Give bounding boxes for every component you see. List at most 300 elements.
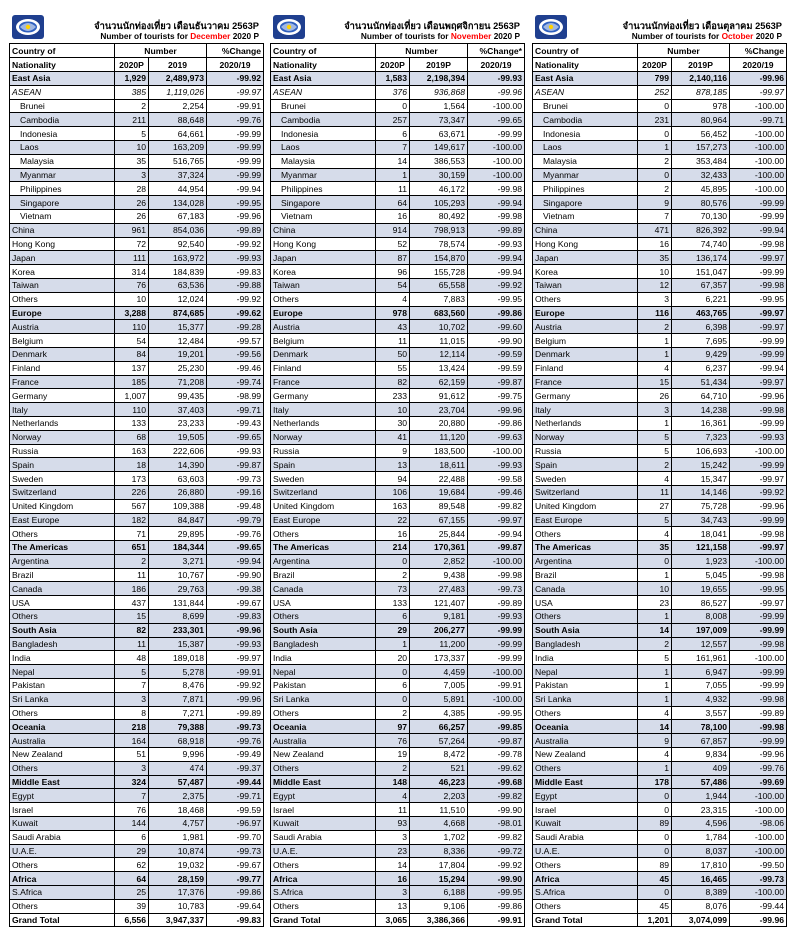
row-name: Others xyxy=(271,761,376,775)
value-2020: 35 xyxy=(638,251,672,265)
table-row xyxy=(533,209,787,223)
row-name: Taiwan xyxy=(533,278,638,292)
percent-change: -99.82 xyxy=(468,499,525,513)
value-2019: 20,880 xyxy=(410,416,468,430)
value-2019: 9,996 xyxy=(149,748,207,762)
percent-change: -99.97 xyxy=(730,596,787,610)
table-row xyxy=(533,320,787,334)
table-row xyxy=(271,320,525,334)
percent-change: -99.92 xyxy=(468,278,525,292)
row-name: Norway xyxy=(533,430,638,444)
value-2019: 99,435 xyxy=(149,389,207,403)
value-2020: 16 xyxy=(376,527,410,541)
value-2019: 463,765 xyxy=(672,306,730,320)
row-name: Netherlands xyxy=(533,416,638,430)
table-row xyxy=(271,748,525,762)
value-2019: 68,918 xyxy=(149,734,207,748)
header-change-period: 2020/19 xyxy=(730,58,787,72)
table-row xyxy=(271,403,525,417)
row-name: East Europe xyxy=(271,513,376,527)
value-2020: 19 xyxy=(376,748,410,762)
table-row xyxy=(10,375,264,389)
percent-change: -99.99 xyxy=(730,265,787,279)
value-2020: 5 xyxy=(638,513,672,527)
percent-change: -99.73 xyxy=(730,872,787,886)
table-row xyxy=(10,886,264,900)
row-name: Argentina xyxy=(271,554,376,568)
value-2020: 76 xyxy=(115,278,149,292)
row-name: ASEAN xyxy=(10,85,115,99)
row-name: Malaysia xyxy=(271,154,376,168)
value-2020: 1,929 xyxy=(115,72,149,86)
row-name: Belgium xyxy=(533,334,638,348)
row-name: Bangladesh xyxy=(271,637,376,651)
percent-change: -100.00 xyxy=(468,154,525,168)
row-name: U.A.E. xyxy=(533,844,638,858)
value-2020: 4 xyxy=(638,472,672,486)
row-name: Canada xyxy=(271,582,376,596)
percent-change: -99.96 xyxy=(730,499,787,513)
table-row xyxy=(533,748,787,762)
value-2019: 8,476 xyxy=(149,679,207,693)
percent-change: -99.89 xyxy=(207,706,264,720)
value-2020: 148 xyxy=(376,775,410,789)
value-2019: 71,208 xyxy=(149,375,207,389)
percent-change: -99.83 xyxy=(207,913,264,927)
title-english: Number of tourists for November 2020 P xyxy=(360,31,520,41)
row-name: India xyxy=(271,651,376,665)
percent-change: -99.44 xyxy=(730,899,787,913)
value-2019: 5,278 xyxy=(149,665,207,679)
value-2019: 6,221 xyxy=(672,292,730,306)
value-2020: 72 xyxy=(115,237,149,251)
value-2019: 3,271 xyxy=(149,554,207,568)
table-row xyxy=(271,734,525,748)
value-2019: 1,784 xyxy=(672,830,730,844)
percent-change: -100.00 xyxy=(468,665,525,679)
percent-change: -99.96 xyxy=(207,209,264,223)
row-name: East Asia xyxy=(533,72,638,86)
row-name: Others xyxy=(271,610,376,624)
value-2020: 52 xyxy=(376,237,410,251)
percent-change: -99.97 xyxy=(730,320,787,334)
value-2020: 10 xyxy=(638,265,672,279)
title-english: Number of tourists for December 2020 P xyxy=(100,31,259,41)
percent-change: -99.97 xyxy=(730,306,787,320)
region-row xyxy=(271,623,525,637)
table-row xyxy=(271,582,525,596)
percent-change: -99.94 xyxy=(730,223,787,237)
table-row xyxy=(271,830,525,844)
value-2019: 89,548 xyxy=(410,499,468,513)
percent-change: -100.00 xyxy=(730,886,787,900)
value-2020: 110 xyxy=(115,403,149,417)
row-name: Myanmar xyxy=(10,168,115,182)
region-row xyxy=(533,541,787,555)
value-2019: 121,158 xyxy=(672,541,730,555)
row-name: Indonesia xyxy=(271,127,376,141)
value-2020: 376 xyxy=(376,85,410,99)
value-2019: 7,323 xyxy=(672,430,730,444)
value-2020: 6 xyxy=(376,679,410,693)
value-2020: 10 xyxy=(638,582,672,596)
percent-change: -99.50 xyxy=(730,858,787,872)
value-2019: 57,487 xyxy=(149,775,207,789)
table-row xyxy=(271,692,525,706)
value-2020: 25 xyxy=(115,886,149,900)
table-row xyxy=(271,168,525,182)
table-row xyxy=(533,347,787,361)
table-row xyxy=(533,679,787,693)
table-row xyxy=(10,499,264,513)
value-2019: 978 xyxy=(672,99,730,113)
row-name: Russia xyxy=(533,444,638,458)
percent-change: -100.00 xyxy=(730,444,787,458)
value-2019: 184,344 xyxy=(149,541,207,555)
table-row xyxy=(271,789,525,803)
value-2019: 18,468 xyxy=(149,803,207,817)
header-year2: 2019 xyxy=(149,58,207,72)
value-2019: 173,337 xyxy=(410,651,468,665)
value-2019: 8,076 xyxy=(672,899,730,913)
value-2019: 64,710 xyxy=(672,389,730,403)
table-row xyxy=(10,651,264,665)
value-2019: 14,238 xyxy=(672,403,730,417)
value-2020: 0 xyxy=(638,99,672,113)
value-2020: 73 xyxy=(376,582,410,596)
table-row xyxy=(10,403,264,417)
row-name: China xyxy=(271,223,376,237)
percent-change: -99.94 xyxy=(730,361,787,375)
row-name: Middle East xyxy=(271,775,376,789)
value-2020: 3 xyxy=(376,830,410,844)
percent-change: -99.97 xyxy=(730,251,787,265)
value-2019: 149,617 xyxy=(410,140,468,154)
value-2020: 4 xyxy=(376,292,410,306)
region-row xyxy=(271,720,525,734)
region-row xyxy=(533,720,787,734)
row-name: Philippines xyxy=(271,182,376,196)
value-2019: 131,844 xyxy=(149,596,207,610)
value-2020: 71 xyxy=(115,527,149,541)
value-2019: 37,324 xyxy=(149,168,207,182)
value-2019: 7,055 xyxy=(672,679,730,693)
value-2020: 116 xyxy=(638,306,672,320)
table-row xyxy=(10,347,264,361)
value-2019: 2,254 xyxy=(149,99,207,113)
value-2020: 5 xyxy=(115,127,149,141)
percent-change: -99.89 xyxy=(468,596,525,610)
value-2019: 2,203 xyxy=(410,789,468,803)
value-2020: 314 xyxy=(115,265,149,279)
tat-logo-icon xyxy=(535,15,567,39)
value-2019: 51,434 xyxy=(672,375,730,389)
value-2019: 62,159 xyxy=(410,375,468,389)
percent-change: -100.00 xyxy=(730,554,787,568)
row-name: Netherlands xyxy=(271,416,376,430)
row-name: Oceania xyxy=(10,720,115,734)
panel-header xyxy=(532,8,786,43)
row-name: USA xyxy=(271,596,376,610)
table-row xyxy=(271,886,525,900)
header-nationality: Nationality xyxy=(271,58,376,72)
table-row xyxy=(271,347,525,361)
table-row xyxy=(533,651,787,665)
percent-change: -99.78 xyxy=(468,748,525,762)
percent-change: -99.98 xyxy=(730,278,787,292)
value-2019: 32,433 xyxy=(672,168,730,182)
value-2019: 151,047 xyxy=(672,265,730,279)
table-row xyxy=(10,596,264,610)
table-row xyxy=(10,844,264,858)
table-row xyxy=(533,375,787,389)
value-2020: 0 xyxy=(638,554,672,568)
table-row xyxy=(533,830,787,844)
value-2019: 23,704 xyxy=(410,403,468,417)
value-2020: 252 xyxy=(638,85,672,99)
value-2019: 26,880 xyxy=(149,485,207,499)
value-2020: 11 xyxy=(376,182,410,196)
value-2019: 14,146 xyxy=(672,485,730,499)
value-2019: 34,743 xyxy=(672,513,730,527)
table-row xyxy=(533,430,787,444)
percent-change: -99.99 xyxy=(730,623,787,637)
header-number: Number xyxy=(638,44,730,58)
region-row xyxy=(10,623,264,637)
value-2019: 84,847 xyxy=(149,513,207,527)
percent-change: -100.00 xyxy=(730,830,787,844)
table-row xyxy=(271,154,525,168)
row-name: Cambodia xyxy=(271,113,376,127)
grand-total-row xyxy=(271,913,525,927)
value-2019: 67,857 xyxy=(672,734,730,748)
table-row xyxy=(533,844,787,858)
value-2019: 683,560 xyxy=(410,306,468,320)
value-2019: 6,398 xyxy=(672,320,730,334)
header-nationality: Nationality xyxy=(10,58,115,72)
value-2020: 87 xyxy=(376,251,410,265)
percent-change: -99.58 xyxy=(468,472,525,486)
header-change-period: 2020/19 xyxy=(468,58,525,72)
row-name: Saudi Arabia xyxy=(533,830,638,844)
value-2020: 173 xyxy=(115,472,149,486)
row-name: Others xyxy=(533,610,638,624)
value-2020: 35 xyxy=(638,541,672,555)
value-2020: 0 xyxy=(638,830,672,844)
percent-change: -99.96 xyxy=(730,913,787,927)
row-name: Argentina xyxy=(10,554,115,568)
table-row xyxy=(533,527,787,541)
value-2020: 437 xyxy=(115,596,149,610)
value-2019: 5,045 xyxy=(672,568,730,582)
row-name: S.Africa xyxy=(10,886,115,900)
row-name: Taiwan xyxy=(271,278,376,292)
value-2019: 63,536 xyxy=(149,278,207,292)
row-name: Laos xyxy=(271,140,376,154)
table-row xyxy=(271,444,525,458)
table-row xyxy=(10,113,264,127)
table-row xyxy=(533,361,787,375)
percent-change: -99.96 xyxy=(730,72,787,86)
value-2020: 1 xyxy=(638,140,672,154)
table-panel-december xyxy=(9,8,263,927)
table-row xyxy=(10,692,264,706)
row-name: Sri Lanka xyxy=(271,692,376,706)
percent-change: -99.69 xyxy=(730,775,787,789)
percent-change: -98.01 xyxy=(468,817,525,831)
header-country: Country of xyxy=(10,44,115,58)
value-2019: 3,947,337 xyxy=(149,913,207,927)
table-row xyxy=(533,416,787,430)
table-row xyxy=(271,278,525,292)
value-2020: 76 xyxy=(115,803,149,817)
percent-change: -99.97 xyxy=(730,472,787,486)
value-2019: 154,870 xyxy=(410,251,468,265)
value-2019: 66,257 xyxy=(410,720,468,734)
table-row xyxy=(10,85,264,99)
percent-change: -99.89 xyxy=(207,223,264,237)
value-2019: 78,574 xyxy=(410,237,468,251)
row-name: Israel xyxy=(533,803,638,817)
value-2019: 19,655 xyxy=(672,582,730,596)
percent-change: -100.00 xyxy=(730,154,787,168)
percent-change: -99.93 xyxy=(207,251,264,265)
row-name: Austria xyxy=(271,320,376,334)
percent-change: -99.87 xyxy=(468,734,525,748)
value-2019: 170,361 xyxy=(410,541,468,555)
region-row xyxy=(271,72,525,86)
row-name: Finland xyxy=(533,361,638,375)
table-row xyxy=(10,265,264,279)
table-row xyxy=(533,182,787,196)
value-2020: 14 xyxy=(376,154,410,168)
value-2019: 88,648 xyxy=(149,113,207,127)
row-name: Others xyxy=(533,527,638,541)
row-name: Norway xyxy=(271,430,376,444)
value-2019: 17,810 xyxy=(672,858,730,872)
row-name: Italy xyxy=(271,403,376,417)
value-2020: 26 xyxy=(638,389,672,403)
header-country: Country of xyxy=(533,44,638,58)
percent-change: -99.71 xyxy=(207,789,264,803)
row-name: Denmark xyxy=(533,347,638,361)
value-2020: 35 xyxy=(115,154,149,168)
value-2020: 9 xyxy=(638,734,672,748)
value-2020: 9 xyxy=(638,196,672,210)
percent-change: -99.98 xyxy=(730,720,787,734)
value-2020: 1 xyxy=(638,347,672,361)
percent-change: -99.76 xyxy=(207,734,264,748)
value-2020: 1 xyxy=(376,637,410,651)
region-row xyxy=(533,872,787,886)
percent-change: -99.70 xyxy=(207,830,264,844)
table-row xyxy=(533,761,787,775)
value-2020: 15 xyxy=(115,610,149,624)
value-2019: 409 xyxy=(672,761,730,775)
value-2019: 37,403 xyxy=(149,403,207,417)
row-name: Norway xyxy=(10,430,115,444)
row-name: Brazil xyxy=(10,568,115,582)
value-2019: 79,388 xyxy=(149,720,207,734)
table-row xyxy=(10,182,264,196)
row-name: Spain xyxy=(10,458,115,472)
value-2019: 18,041 xyxy=(672,527,730,541)
value-2019: 80,492 xyxy=(410,209,468,223)
row-name: Japan xyxy=(271,251,376,265)
percent-change: -100.00 xyxy=(468,168,525,182)
table-row xyxy=(533,665,787,679)
percent-change: -99.99 xyxy=(730,458,787,472)
percent-change: -99.98 xyxy=(730,568,787,582)
title-month: November xyxy=(450,31,492,41)
value-2019: 798,913 xyxy=(410,223,468,237)
value-2020: 68 xyxy=(115,430,149,444)
row-name: Others xyxy=(10,706,115,720)
value-2020: 89 xyxy=(638,858,672,872)
table-row xyxy=(271,665,525,679)
row-name: Grand Total xyxy=(533,913,638,927)
percent-change: -99.95 xyxy=(730,582,787,596)
table-row xyxy=(271,85,525,99)
percent-change: -99.99 xyxy=(730,610,787,624)
row-name: South Asia xyxy=(10,623,115,637)
percent-change: -99.99 xyxy=(468,651,525,665)
table-row xyxy=(10,485,264,499)
row-name: S.Africa xyxy=(271,886,376,900)
row-name: Spain xyxy=(271,458,376,472)
table-row xyxy=(10,679,264,693)
row-name: Grand Total xyxy=(10,913,115,927)
header-change: %Change xyxy=(207,44,264,58)
value-2020: 51 xyxy=(115,748,149,762)
table-row xyxy=(271,637,525,651)
percent-change: -99.94 xyxy=(207,554,264,568)
percent-change: -99.95 xyxy=(468,886,525,900)
table-row xyxy=(10,817,264,831)
value-2019: 44,954 xyxy=(149,182,207,196)
table-row xyxy=(271,513,525,527)
value-2020: 10 xyxy=(115,292,149,306)
table-row xyxy=(533,458,787,472)
row-name: The Americas xyxy=(533,541,638,555)
table-row xyxy=(533,140,787,154)
value-2020: 978 xyxy=(376,306,410,320)
percent-change: -99.93 xyxy=(468,458,525,472)
value-2019: 1,923 xyxy=(672,554,730,568)
table-row xyxy=(533,582,787,596)
row-name: USA xyxy=(10,596,115,610)
value-2020: 89 xyxy=(638,817,672,831)
row-name: China xyxy=(533,223,638,237)
value-2020: 233 xyxy=(376,389,410,403)
table-row xyxy=(533,223,787,237)
value-2020: 106 xyxy=(376,485,410,499)
table-row xyxy=(271,803,525,817)
value-2019: 65,558 xyxy=(410,278,468,292)
table-row xyxy=(271,140,525,154)
percent-change: -99.91 xyxy=(207,99,264,113)
row-name: Myanmar xyxy=(271,168,376,182)
value-2020: 0 xyxy=(376,99,410,113)
row-name: Taiwan xyxy=(10,278,115,292)
table-row xyxy=(10,568,264,582)
value-2020: 26 xyxy=(115,209,149,223)
value-2020: 55 xyxy=(376,361,410,375)
table-row xyxy=(271,844,525,858)
value-2020: 39 xyxy=(115,899,149,913)
region-row xyxy=(533,306,787,320)
value-2020: 2 xyxy=(638,320,672,334)
